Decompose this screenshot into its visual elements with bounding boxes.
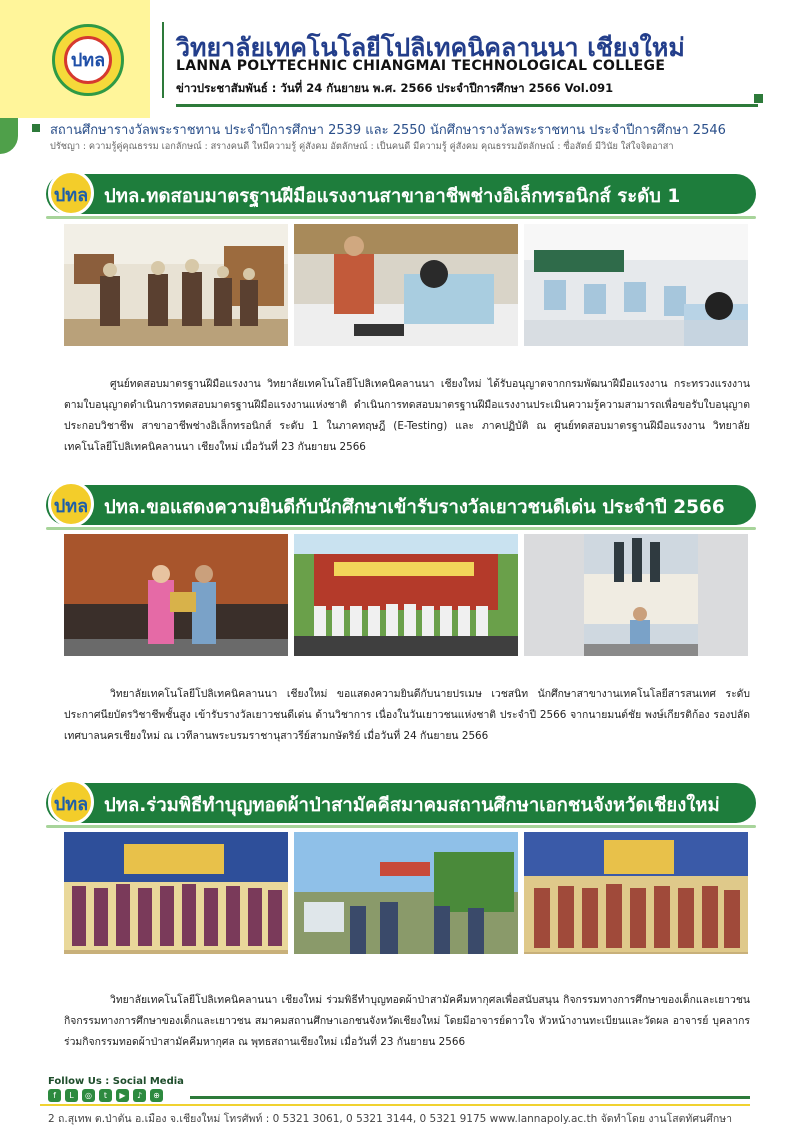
section-2-paragraph: วิทยาลัยเทคโนโลยีโปลิเทคนิคลานนา เชียงใหม่ ขอแสดงความยินดีกับนายปรเมษ เวชสนิท นักศึกษาสาขางานเทคโนโลยีสารสนเทศ ระดับประกาศนียบัตรวิชาชีพชั้นสูง เข้ารับรางวัลเยาวชนดีเด่น ด้านวิชาการ เนื่องในวันเยาวชนแห่งชาติ ประจำปี 2566 จากนายมนต์ชัย พงษ์เกียรติก้อง รองปลัดเทศบาลนครเชียงใหม่ ณ เวทีลานพระบรมราชานุสาวรีย์สามกษัตริย์ เมื่อวันที่ 24 กันยายน 2566 <box>64 688 750 742</box>
section-3-photo-2 <box>294 832 518 954</box>
twitter-icon[interactable]: t <box>99 1089 112 1102</box>
award-bullet <box>32 124 40 132</box>
logo-text: ปทล <box>70 50 106 71</box>
youtube-icon[interactable]: ▶ <box>116 1089 129 1102</box>
footer-rule <box>190 1096 750 1099</box>
section-3-paragraph: วิทยาลัยเทคโนโลยีโปลิเทคนิคลานนา เชียงใหม่ ร่วมพิธีทำบุญทอดผ้าป่าสามัคคีมหากุศลเพื่อสนับสนุน กิจกรรมทางการศึกษาของเด็กและเยาวชนกิจกรรมทางการศึกษาของเด็กและเยาวชน สมาคมสถานศึกษาเอกชนจังหวัดเชียงใหม่ โดยมีอาจารย์ดาวใจ หัวหน้างานทะเบียนและวัดผล อาจารย์ บุคลากร ร่วมกิจกรรมทอดผ้าป่าสามัคคีมหากุศล ณ พุทธสถานเชียงใหม่ เมื่อวันที่ 23 กันยายน 2566 <box>64 994 750 1048</box>
footer-rule-yellow <box>40 1104 750 1106</box>
section-1-photo-2 <box>294 224 518 346</box>
instagram-icon[interactable]: ◎ <box>82 1089 95 1102</box>
section-logo-icon: ปทล <box>48 170 94 216</box>
header-divider <box>162 22 164 98</box>
section-1-header <box>46 174 756 214</box>
tiktok-icon[interactable]: ♪ <box>133 1089 146 1102</box>
section-2-header <box>46 485 756 525</box>
section-2-photo-2 <box>294 534 518 656</box>
section-1-photo-1 <box>64 224 288 346</box>
college-title-english: LANNA POLYTECHNIC CHIANGMAI TECHNOLOGICAL COLLEGE <box>176 58 666 74</box>
college-title-thai: วิทยาลัยเทคโนโลยีโปลิเทคนิคลานนา เชียงใหม่ <box>176 33 685 62</box>
section-3-photo-3 <box>524 832 748 954</box>
social-icons <box>48 1089 163 1102</box>
section-2-title: ปทล.ขอแสดงความยินดีกับนักศึกษาเข้ารับรางวัลเยาวชนดีเด่น ประจำปี 2566 <box>104 497 725 518</box>
section-3-title: ปทล.ร่วมพิธีทำบุญทอดผ้าป่าสามัคคีสมาคมสถานศึกษาเอกชนจังหวัดเชียงใหม่ <box>104 795 720 816</box>
college-logo <box>52 24 124 96</box>
header-square <box>754 94 763 103</box>
section-1-paragraph: ศูนย์ทดสอบมาตรฐานฝีมือแรงงาน วิทยาลัยเทคโนโลยีโปลิเทคนิคลานนา เชียงใหม่ ได้รับอนุญาตจากกรมพัฒนาฝีมือแรงงาน กระทรวงแรงงาน ตามใบอนุญาตดำเนินการทดสอบมาตรฐานฝีมือแรงงานแห่งชาติ ดำเนินการทดสอบมาตรฐานฝีมือแรงงานประเมินความรู้ความสามารถเพื่อขอรับใบอนุญาตประกอบวิชาชีพ สาขาอาชีพช่างอิเล็กทรอนิกส์ ระดับ 1 ในภาคทฤษฎี (E-Testing) และ ภาคปฏิบัติ ณ ศูนย์ทดสอบมาตรฐานฝีมือแรงงาน วิทยาลัยเทคโนโลยีโปลิเทคนิคลานนา เชียงใหม่ เมื่อวันที่ 23 กันยายน 2566 <box>64 378 750 453</box>
section-logo-icon: ปทล <box>48 779 94 825</box>
philosophy-line: ปรัชญา : ความรู้คู่คุณธรรม เอกลักษณ์ : สรางคนดี ใหมีความรู้ คู่สังคม อัตลักษณ์ : เป็นคนดี มีความรู้ คู่สังคม คุณธรรมอัตลักษณ์ : ซื่อสัตย์ มีวินัย ใส่ใจจิตอาสา <box>50 141 674 152</box>
web-icon[interactable]: ⊕ <box>150 1089 163 1102</box>
award-line: สถานศึกษารางวัลพระราชทาน ประจำปีการศึกษา 2539 และ 2550 นักศึกษารางวัลพระราชทาน ประจำปีการศึกษา 2546 <box>50 123 726 138</box>
header-green-corner <box>0 118 18 154</box>
section-2-photo-3 <box>524 534 748 656</box>
section-3-header <box>46 783 756 823</box>
footer-address: 2 ถ.สุเทพ ต.ป่าตัน อ.เมือง จ.เชียงใหม่ โทรศัพท์ : 0 5321 3061, 0 5321 3144, 0 5321 9175 www.lannapoly.ac.th จัดทำโดย งานโสตทัศนศึกษา <box>48 1113 733 1125</box>
section-3-photo-1 <box>64 832 288 954</box>
line-icon[interactable]: L <box>65 1089 78 1102</box>
section-1-title: ปทล.ทดสอบมาตรฐานฝีมือแรงงานสาขาอาชีพช่างอิเล็กทรอนิกส์ ระดับ 1 <box>104 186 681 207</box>
section-2-photo-1 <box>64 534 288 656</box>
follow-us-label: Follow Us : Social Media <box>48 1076 184 1087</box>
facebook-icon[interactable]: f <box>48 1089 61 1102</box>
news-date-line: ข่าวประชาสัมพันธ์ : วันที่ 24 กันยายน พ.ศ. 2566 ประจำปีการศึกษา 2566 Vol.091 <box>176 81 614 95</box>
section-1-photo-3 <box>524 224 748 346</box>
section-logo-icon: ปทล <box>48 481 94 527</box>
header-rule <box>176 104 758 107</box>
